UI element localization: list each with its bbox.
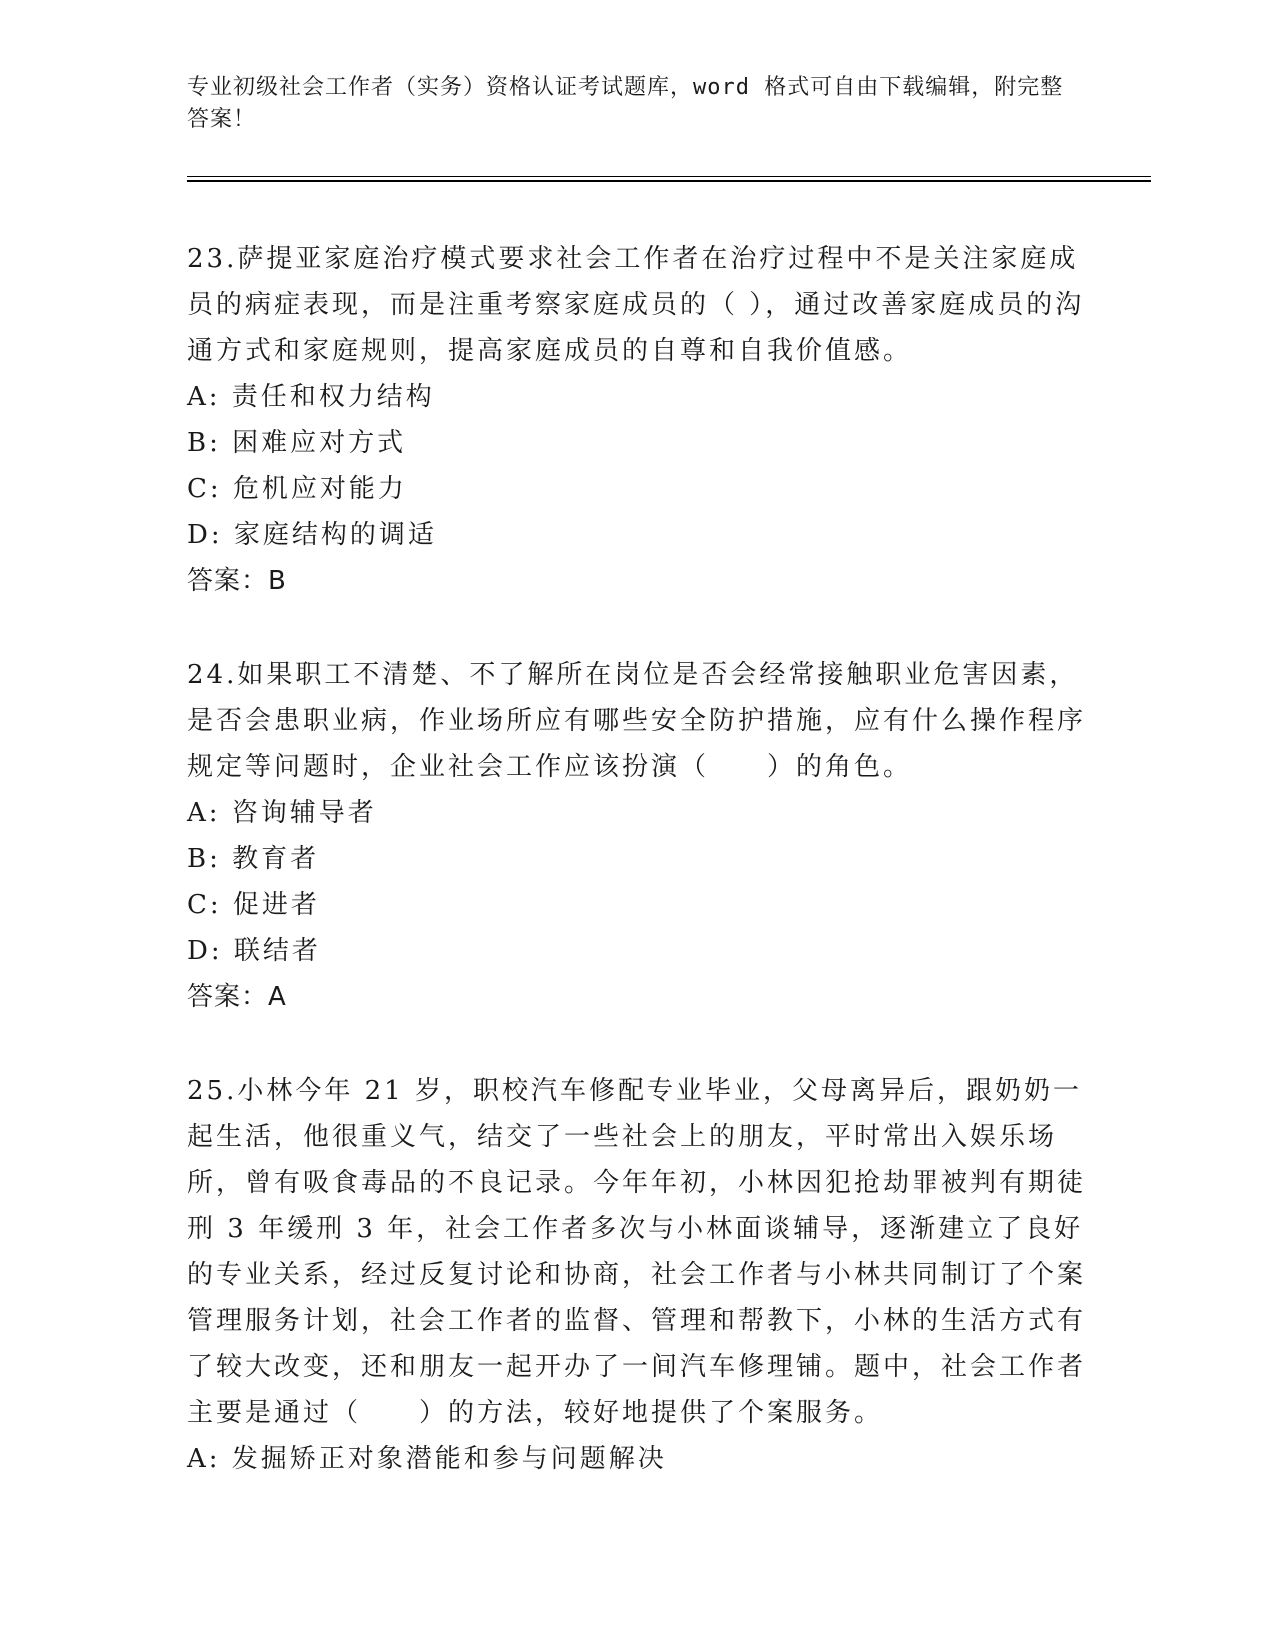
question-list <box>187 236 1087 1530</box>
question-24 <box>187 652 1087 1020</box>
question-25 <box>187 1068 1087 1482</box>
header-rule-thin <box>187 176 1151 177</box>
answer-line: 答案：A <box>187 982 287 1012</box>
page-header: 专业初级社会工作者（实务）资格认证考试题库，word 格式可自由下载编辑，附完整答案！ <box>187 75 1064 132</box>
header-rule-thick <box>187 180 1151 182</box>
option-a: A: 发掘矫正对象潜能和参与问题解决 <box>187 1444 667 1474</box>
question-stem: 24.如果职工不清楚、不了解所在岗位是否会经常接触职业危害因素，是否会患职业病，作业场所应有哪些安全防护措施，应有什么操作程序规定等问题时，企业社会工作应该扮演（ ）的角色。 <box>187 660 1087 782</box>
option-c: C: 促进者 <box>187 890 320 920</box>
option-a: A: 责任和权力结构 <box>187 382 435 412</box>
option-d: D: 家庭结构的调适 <box>187 520 437 550</box>
option-d: D: 联结者 <box>187 936 321 966</box>
question-stem: 23.萨提亚家庭治疗模式要求社会工作者在治疗过程中不是关注家庭成员的病症表现，而是注重考察家庭成员的（ ），通过改善家庭成员的沟通方式和家庭规则，提高家庭成员的自尊和自我价值感。 <box>187 244 1085 366</box>
option-b: B: 教育者 <box>187 844 320 874</box>
question-23 <box>187 236 1087 604</box>
option-c: C: 危机应对能力 <box>187 474 407 504</box>
option-a: A: 咨询辅导者 <box>187 798 377 828</box>
option-b: B: 困难应对方式 <box>187 428 407 458</box>
answer-line: 答案：B <box>187 566 287 596</box>
question-stem: 25.小林今年 21 岁，职校汽车修配专业毕业，父母离异后，跟奶奶一起生活，他很重义气，结交了一些社会上的朋友，平时常出入娱乐场所，曾有吸食毒品的不良记录。今年年初，小林因犯抢劫罪被判有期徒刑 3 年缓刑 3 年，社会工作者多次与小林面谈辅导，逐渐建立了良好的专业关系，经过反复讨论和协商，社会工作者与小林共同制订了个案管理服务计划，社会工作者的监督、管理和帮教下，小林的生活方式有了较大改变，还和朋友一起开办了一间汽车修理铺。题中，社会工作者主要是通过（ ）的方法，较好地提供了个案服务。 <box>187 1076 1087 1428</box>
